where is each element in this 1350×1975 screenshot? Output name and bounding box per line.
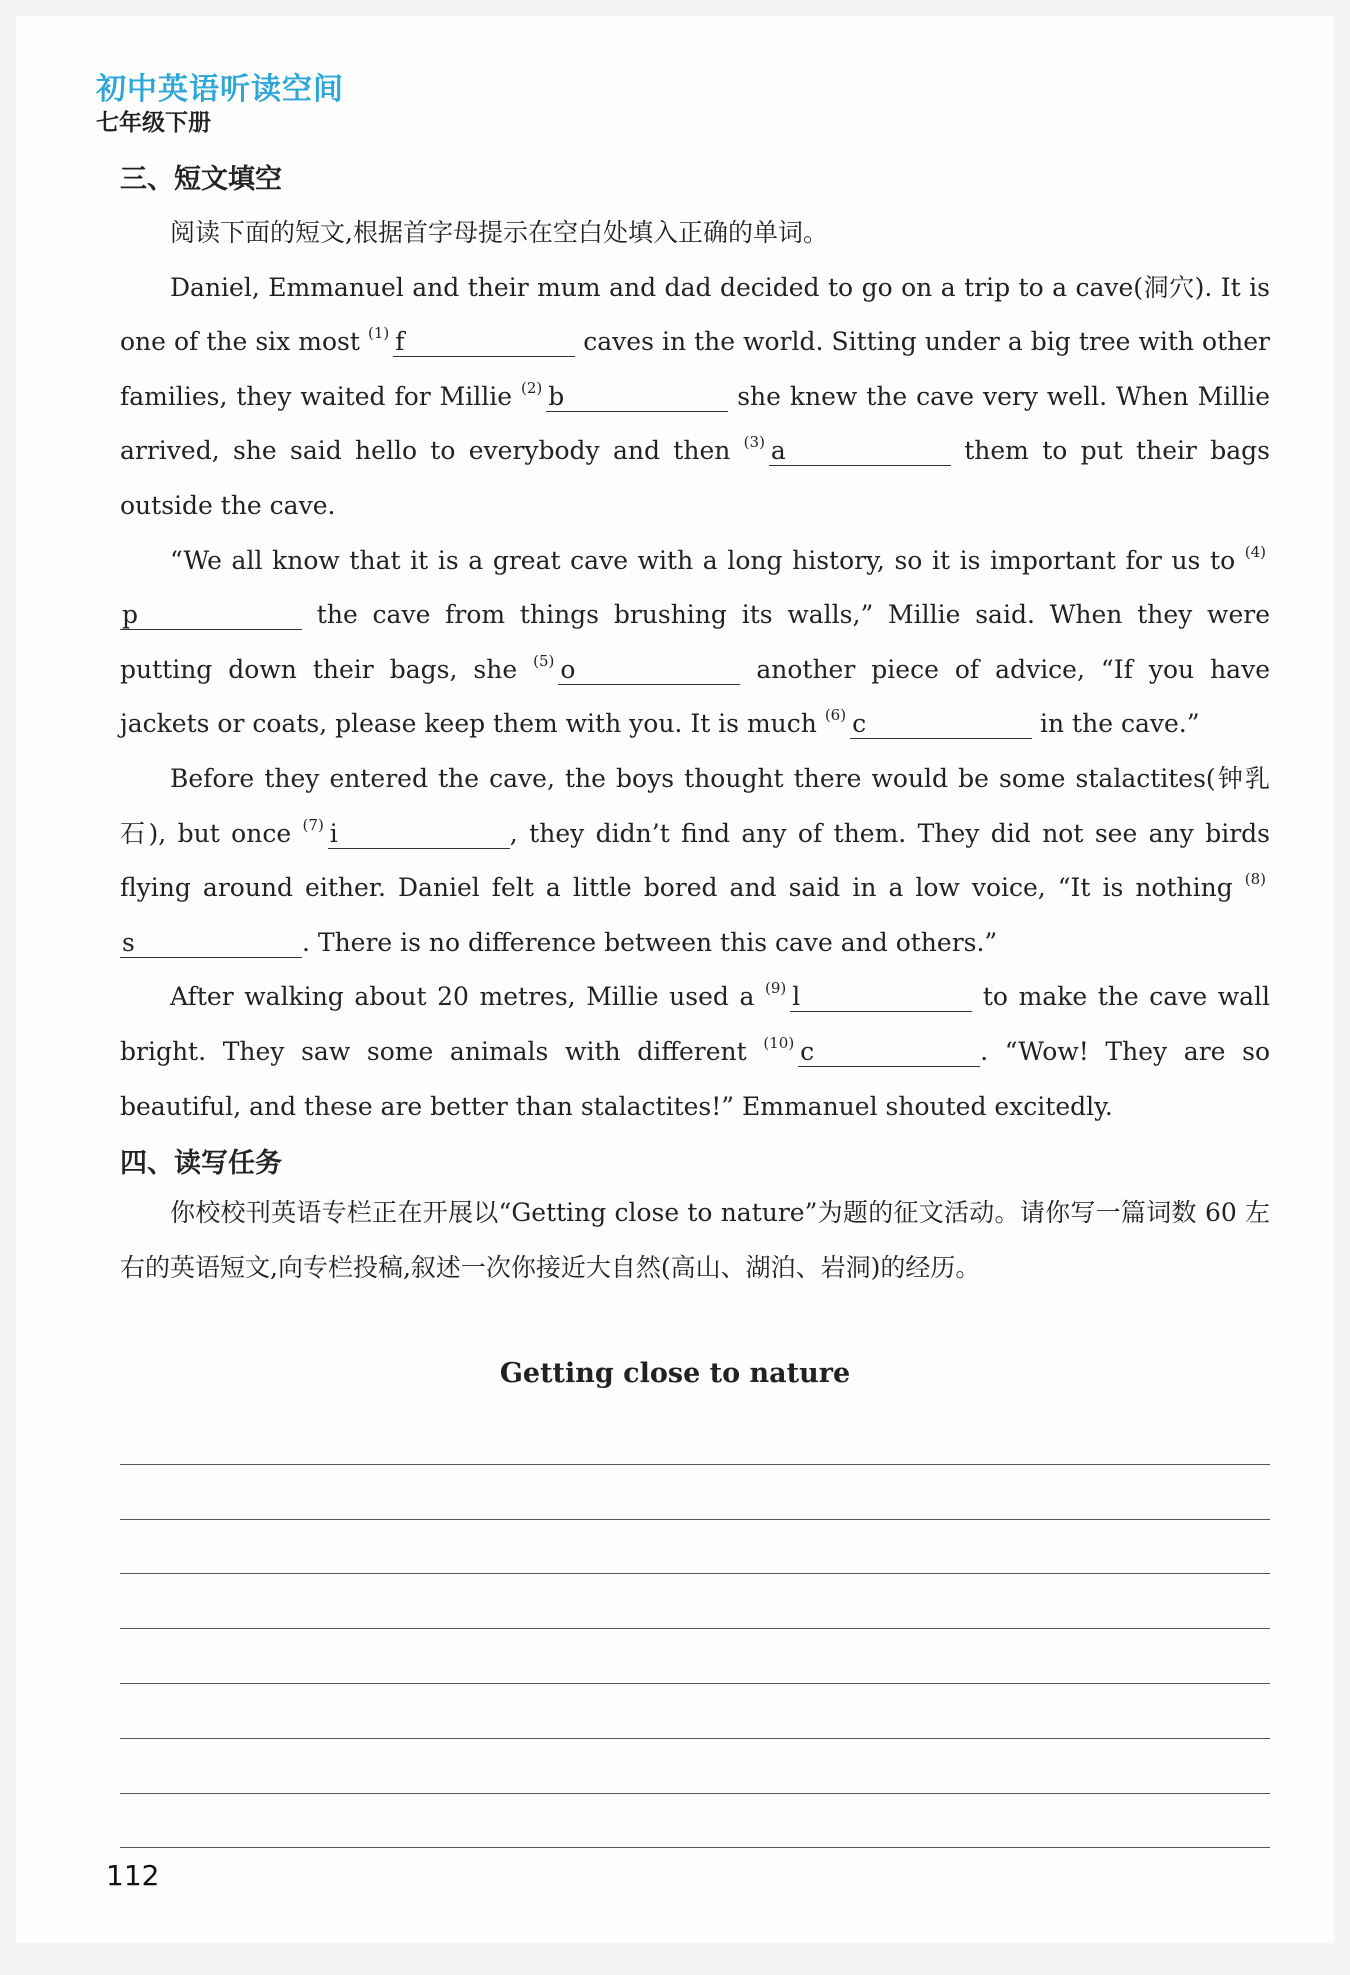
passage-text: another piece of advice, “If you have jackets or coats, please keep them with you. It is much	[120, 654, 1271, 739]
blank-2[interactable]: b	[546, 383, 728, 412]
blank-1[interactable]: f	[393, 328, 575, 357]
blank-9[interactable]: l	[790, 983, 972, 1012]
writing-line[interactable]	[120, 1574, 1270, 1629]
section-4-title: 四、读写任务	[120, 1148, 282, 1179]
passage-text: them to put their bags outside the cave.	[120, 436, 1270, 520]
blank-number-3: (3)	[743, 433, 765, 452]
cloze-passage	[120, 206, 1270, 1134]
writing-instruction: 你校校刊英语专栏正在开展以“Getting close to nature”为题的征文活动。请你写一篇词数 60 左右的英语短文,向专栏投稿,叙述一次你接近大自然(高山、湖泊、岩洞)的经历。	[120, 1198, 1270, 1282]
passage-text: Daniel, Emmanuel and their mum and dad decided to go on a trip to a cave(洞穴). It is one of the six most	[120, 272, 1270, 357]
blank-number-1: (1)	[367, 324, 390, 343]
writing-line[interactable]	[120, 1629, 1270, 1684]
blank-number-7: (7)	[302, 815, 324, 834]
writing-line[interactable]	[120, 1739, 1270, 1794]
writing-line[interactable]	[120, 1684, 1270, 1739]
section-3-title: 三、短文填空	[120, 164, 282, 195]
blank-number-4: (4)	[1244, 542, 1266, 561]
workbook-page	[16, 16, 1334, 1943]
writing-line[interactable]	[120, 1465, 1270, 1520]
blank-number-6: (6)	[824, 706, 847, 725]
blank-number-5: (5)	[533, 651, 555, 670]
passage-text: caves in the world. Sitting under a big tree with other families, they waited for Millie	[120, 327, 1270, 411]
essay-title: Getting close to nature	[499, 1358, 851, 1389]
blank-number-10: (10)	[763, 1033, 795, 1052]
passage-text: the cave from things brushing its walls,” Millie said. When they were putting down their bags, she	[120, 600, 1270, 684]
page-number: 112	[106, 1859, 160, 1892]
writing-area[interactable]	[120, 1410, 1270, 1848]
blank-6[interactable]: c	[850, 710, 1032, 739]
book-title: 初中英语听读空间	[96, 72, 344, 107]
passage-text: Before they entered the cave, the boys thought there would be some stalactites(钟乳石), but once	[120, 763, 1270, 848]
writing-task	[120, 1186, 1270, 1295]
writing-line[interactable]	[120, 1794, 1270, 1849]
passage-text: “We all know that it is a great cave with a long history, so it is important for us to	[170, 545, 1245, 575]
passage-text: , they didn’t find any of them. They did not see any birds flying around either. Daniel felt a little bored and said in a low voice, “It is nothing	[120, 818, 1270, 903]
cloze-paragraph-1	[120, 261, 1270, 534]
blank-3[interactable]: a	[769, 437, 951, 466]
writing-line[interactable]	[120, 1520, 1270, 1575]
blank-8[interactable]: s	[120, 929, 302, 958]
passage-text: After walking about 20 metres, Millie used a	[170, 982, 766, 1012]
cloze-paragraph-2	[120, 534, 1270, 752]
passage-text: . “Wow! They are so beautiful, and these are better than stalactites!” Emmanuel shouted excitedly.	[120, 1036, 1270, 1121]
blank-4[interactable]: p	[120, 601, 302, 630]
blank-number-8: (8)	[1244, 870, 1266, 889]
passage-text: to make the cave wall bright. They saw some animals with different	[120, 982, 1271, 1066]
passage-text: she knew the cave very well. When Millie arrived, she said hello to everybody and then	[120, 381, 1270, 466]
writing-line[interactable]	[120, 1410, 1270, 1465]
blank-10[interactable]: c	[798, 1038, 980, 1067]
passage-text: . There is no difference between this cave and others.”	[302, 927, 998, 957]
passage-text: in the cave.”	[1032, 709, 1200, 739]
blank-7[interactable]: i	[328, 820, 510, 849]
grade-label: 七年级下册	[96, 109, 211, 136]
cloze-paragraph-3	[120, 752, 1270, 970]
blank-5[interactable]: o	[558, 656, 740, 685]
blank-number-2: (2)	[521, 378, 543, 397]
cloze-instruction: 阅读下面的短文,根据首字母提示在空白处填入正确的单词。	[170, 218, 828, 247]
cloze-paragraph-4	[120, 970, 1270, 1134]
blank-number-9: (9)	[765, 979, 787, 998]
